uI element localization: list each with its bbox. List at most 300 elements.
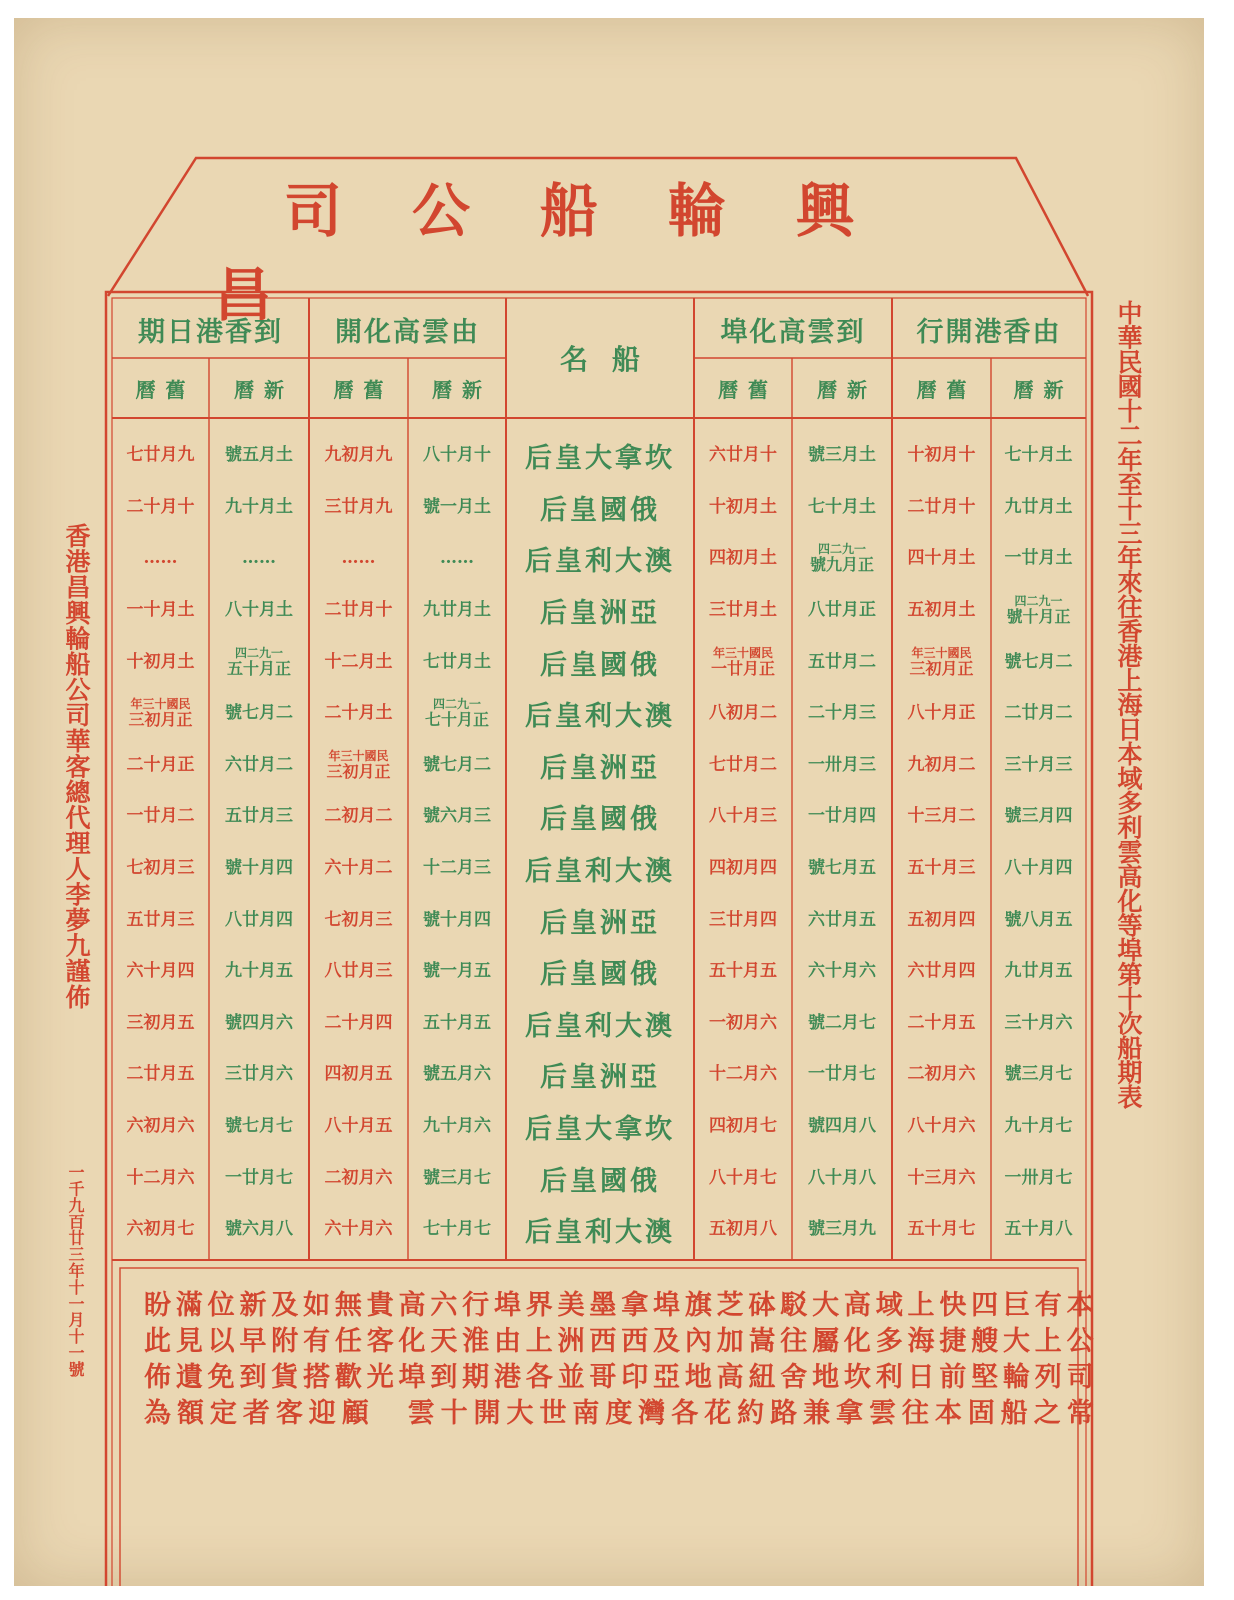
notice-char: 內 — [684, 1325, 712, 1357]
notice-char: 貨 — [271, 1361, 299, 1393]
notice-char: 如 — [303, 1289, 331, 1321]
date-cell: 九廿月五 — [1004, 961, 1073, 982]
date-cell: 九廿月土 — [423, 600, 491, 621]
date-cell: 三初月五 — [126, 1012, 195, 1033]
notice-char: 上 — [1034, 1325, 1062, 1357]
notice-char: 附 — [271, 1325, 299, 1357]
date-cell: 二初月六 — [907, 1064, 976, 1085]
date-annotation: 年三十國民 — [130, 697, 191, 712]
date-cell: 九初月九 — [324, 445, 393, 466]
date-cell: 三十月三 — [1004, 754, 1073, 775]
ship-name-cell: 后皇國俄 — [540, 649, 660, 681]
notice-char: 搭 — [303, 1361, 331, 1393]
notice-char: 大 — [506, 1397, 534, 1429]
date-cell — [112, 688, 209, 740]
notice-char: 美 — [557, 1289, 585, 1321]
date-cell: 六十月二 — [324, 858, 393, 879]
notice-char: 由 — [493, 1325, 521, 1357]
notice-char: 巨 — [1002, 1289, 1030, 1321]
date-cell: 七十月土 — [808, 496, 876, 517]
notice-char: 紐 — [748, 1361, 776, 1393]
date-cell: 三廿月九 — [324, 496, 393, 517]
date-cell: 三廿月六 — [225, 1064, 293, 1085]
notice-char: 十 — [440, 1397, 468, 1429]
calendar-header-4: 曆舊 — [718, 377, 778, 402]
date-cell: 五初月八 — [709, 1219, 777, 1240]
notice-char: 盼 — [144, 1289, 171, 1321]
two-line-date — [711, 647, 775, 678]
notice-char: 六 — [430, 1289, 458, 1321]
notice-char: 行 — [462, 1289, 490, 1321]
date-cell: 九廿月土 — [1004, 496, 1073, 517]
date-cell: 號七月二 — [1004, 651, 1073, 672]
notice-char: 貴 — [366, 1289, 394, 1321]
date-value: 三初月正 — [326, 761, 391, 781]
notice-char: 拿 — [836, 1397, 864, 1429]
date-cell: 九十月土 — [225, 496, 293, 517]
notice-char: 上 — [907, 1289, 935, 1321]
notice-char: 開 — [473, 1397, 501, 1429]
date-annotation: 四二九一 — [817, 542, 866, 557]
notice-char: 見 — [175, 1325, 203, 1357]
notice-char: 無 — [334, 1289, 362, 1321]
date-cell: 號三月七 — [423, 1167, 491, 1188]
notice-char: 雲 — [868, 1397, 896, 1429]
ship-name-cell: 后皇國俄 — [540, 959, 660, 991]
date-cell: 八十月五 — [324, 1116, 393, 1137]
notice-line-2 — [144, 1320, 1094, 1356]
notice-char: 此 — [144, 1325, 171, 1357]
date-cell: 十初月十 — [907, 445, 976, 466]
notice-char: 艘 — [971, 1325, 999, 1357]
date-cell: 八十月土 — [225, 600, 293, 621]
poster-paper — [14, 18, 1204, 1586]
date-cell: 六廿月五 — [808, 909, 876, 930]
date-cell: 四初月七 — [709, 1116, 777, 1137]
notice-char: 位 — [207, 1289, 235, 1321]
notice-char: 迎 — [308, 1397, 336, 1429]
notice-char: 哥 — [589, 1361, 617, 1393]
date-cell: 十二月三 — [423, 858, 491, 879]
notice-char: 坎 — [843, 1361, 871, 1393]
notice-char: 前 — [939, 1361, 967, 1393]
date-cell: 二廿月二 — [1004, 703, 1073, 724]
notice-char — [375, 1391, 402, 1430]
date-cell: 七十月七 — [423, 1219, 491, 1240]
date-cell: 號三月七 — [1004, 1064, 1073, 1085]
notice-char: 花 — [704, 1397, 732, 1429]
two-line-date — [1006, 595, 1070, 626]
notice-char: 港 — [493, 1361, 521, 1393]
date-cell: 六廿月二 — [225, 754, 293, 775]
calendar-header-5: 曆新 — [817, 377, 877, 402]
notice-char: 芝 — [716, 1289, 744, 1321]
date-cell: 九十月六 — [423, 1116, 491, 1137]
two-line-date — [128, 698, 192, 729]
date-cell: 二十月土 — [324, 703, 393, 724]
notice-char: 度 — [605, 1397, 633, 1429]
date-cell: 號四月八 — [808, 1116, 876, 1137]
date-cell: 八十月正 — [907, 703, 976, 724]
date-cell: 七廿月二 — [709, 754, 777, 775]
notice-char: 往 — [780, 1325, 808, 1357]
date-cell: 七初月三 — [126, 858, 195, 879]
notice-char: 常 — [1066, 1397, 1094, 1429]
notice-char: 砵 — [748, 1289, 776, 1321]
date-cell: 六十月六 — [324, 1219, 393, 1240]
date-cell: 一廿月七 — [808, 1064, 876, 1085]
date-cell: 號三月土 — [808, 445, 876, 466]
notice-char: 以 — [207, 1325, 235, 1357]
date-cell: 八十月十 — [423, 445, 491, 466]
date-cell: 二十月五 — [907, 1012, 976, 1033]
notice-char: 域 — [875, 1289, 903, 1321]
date-cell: 一廿月四 — [808, 806, 876, 827]
date-cell: 二廿月十 — [907, 496, 976, 517]
notice-char: 天 — [430, 1325, 458, 1357]
date-cell: 十初月土 — [126, 651, 195, 672]
notice-char: 期 — [462, 1361, 490, 1393]
notice-char: 有 — [303, 1325, 331, 1357]
notice-char: 海 — [907, 1325, 935, 1357]
group-header-3: 埠化高雲到 — [720, 316, 866, 348]
notice-char: 堅 — [971, 1361, 999, 1393]
notice-char: 免 — [207, 1361, 235, 1393]
date-cell: 一廿月二 — [126, 806, 195, 827]
notice-char: 為 — [144, 1397, 171, 1429]
date-cell: 二十月三 — [808, 703, 876, 724]
notice-char: 日 — [907, 1361, 935, 1393]
date-cell: 五十月八 — [1004, 1219, 1073, 1240]
ship-name-cell: 后皇利大澳 — [525, 1217, 675, 1249]
notice-char: 本 — [934, 1397, 962, 1429]
notice-line-3 — [144, 1356, 1094, 1392]
date-cell — [309, 740, 408, 792]
notice-char: 顧 — [341, 1397, 369, 1429]
date-cell: 六廿月四 — [907, 961, 976, 982]
notice-char: 船 — [1000, 1397, 1028, 1429]
notice-char: 歡 — [334, 1361, 362, 1393]
date-value: 三初月正 — [128, 710, 193, 730]
date-cell — [694, 636, 792, 688]
ship-name-cell: 后皇利大澳 — [525, 1010, 675, 1042]
notice-char: 新 — [239, 1289, 267, 1321]
notice-char: 埠 — [653, 1289, 680, 1321]
notice-char: 捷 — [939, 1325, 967, 1357]
date-cell — [991, 585, 1086, 637]
date-cell: 八十月六 — [907, 1116, 976, 1137]
date-cell: …… — [440, 548, 474, 569]
notice-char: 者 — [242, 1397, 270, 1429]
notice-line-1 — [144, 1284, 1094, 1320]
side-title: 中華民國十二年至十三年來往香港上海日本域多利雲高化等埠第十次船期表 — [1114, 300, 1143, 1109]
notice-char: 大 — [1002, 1325, 1030, 1357]
notice-char: 並 — [557, 1361, 585, 1393]
date-cell: 號十月四 — [423, 909, 491, 930]
date-cell: 二十月十 — [126, 496, 195, 517]
notice-char: 利 — [875, 1361, 903, 1393]
date-cell: 號八月五 — [1004, 909, 1073, 930]
notice-char: 輪 — [1002, 1361, 1030, 1393]
calendar-header-3: 曆新 — [432, 377, 492, 402]
date-cell: 號七月七 — [225, 1116, 293, 1137]
notice-char: 界 — [525, 1289, 553, 1321]
date-cell: 二十月四 — [324, 1012, 393, 1033]
date-cell: 九初月二 — [907, 754, 976, 775]
date-cell: 三十月六 — [1004, 1012, 1073, 1033]
notice-char: 化 — [398, 1325, 426, 1357]
notice-char: 快 — [939, 1289, 967, 1321]
notice-char: 墨 — [589, 1289, 617, 1321]
date-cell: 四初月五 — [324, 1064, 393, 1085]
ship-name-cell: 后皇國俄 — [540, 494, 660, 526]
notice-char: 各 — [671, 1397, 699, 1429]
notice-char: 上 — [525, 1325, 553, 1357]
ship-name-cell: 后皇洲亞 — [540, 752, 660, 784]
date-cell: …… — [341, 548, 376, 569]
date-cell: 一廿月七 — [225, 1167, 293, 1188]
date-cell: 五十月五 — [423, 1012, 491, 1033]
two-line-date — [227, 647, 291, 678]
date-cell: 八十月八 — [808, 1167, 876, 1188]
date-cell: 八廿月四 — [225, 909, 293, 930]
two-line-date — [909, 647, 973, 678]
date-cell: 七十月土 — [1004, 445, 1073, 466]
date-cell: 十二月土 — [324, 651, 393, 672]
notice-char: 四 — [971, 1289, 999, 1321]
date-cell: 五廿月三 — [225, 806, 293, 827]
date-cell: 十初月土 — [709, 496, 777, 517]
notice-char: 佈 — [144, 1361, 171, 1393]
date-annotation: 四二九一 — [1014, 594, 1063, 609]
date-cell — [408, 688, 506, 740]
date-cell: 號五月土 — [225, 445, 293, 466]
date-cell: 四初月四 — [709, 858, 777, 879]
calendar-header-0: 曆舊 — [135, 377, 196, 402]
ship-name-cell: 后皇洲亞 — [540, 598, 660, 630]
two-line-date — [326, 750, 390, 781]
notice-char: 灣 — [638, 1397, 666, 1429]
date-cell: 二十月正 — [126, 754, 195, 775]
notice-char: 多 — [875, 1325, 903, 1357]
date-cell: 六初月七 — [126, 1219, 195, 1240]
date-annotation: 四二九一 — [432, 697, 481, 712]
calendar-header-1: 曆新 — [234, 377, 294, 402]
notice-char: 亞 — [653, 1361, 680, 1393]
ship-name-cell: 后皇洲亞 — [540, 907, 660, 939]
date-cell: 號一月土 — [423, 496, 491, 517]
date-cell: 五廿月三 — [126, 909, 195, 930]
date-cell: 五廿月二 — [808, 651, 876, 672]
date-cell: 六初月六 — [126, 1116, 195, 1137]
notice-char: 化 — [843, 1325, 871, 1357]
ship-name-cell: 后皇利大澳 — [525, 546, 675, 578]
notice-char: 屬 — [812, 1325, 840, 1357]
date-value: 一廿月正 — [710, 658, 775, 678]
date-cell: 八初月二 — [709, 703, 777, 724]
notice-char: 西 — [621, 1325, 649, 1357]
two-line-date — [810, 543, 874, 574]
notice-char: 到 — [430, 1361, 458, 1393]
notice-char: 地 — [812, 1361, 840, 1393]
notice-char: 任 — [334, 1325, 362, 1357]
notice-char: 雲 — [407, 1397, 435, 1429]
date-line: 一千九百廿三年十一月十一號 — [66, 1164, 85, 1378]
date-cell: 三廿月土 — [709, 600, 777, 621]
date-cell: 七初月三 — [324, 909, 393, 930]
date-annotation: 年三十國民 — [328, 748, 389, 763]
notice-char: 及 — [271, 1289, 299, 1321]
date-cell: 十二月六 — [709, 1064, 777, 1085]
notice-char: 駁 — [780, 1289, 808, 1321]
ship-name-cell: 后皇國俄 — [540, 1165, 660, 1197]
date-cell: 六廿月十 — [709, 445, 777, 466]
ship-name-header: 名船 — [559, 343, 664, 376]
notice-char: 路 — [770, 1397, 798, 1429]
date-cell: 八十月三 — [709, 806, 777, 827]
notice-char: 世 — [539, 1397, 567, 1429]
notice-char: 拿 — [621, 1289, 649, 1321]
notice-char: 洲 — [557, 1325, 585, 1357]
date-cell: 八廿月正 — [808, 600, 876, 621]
notice-char: 南 — [572, 1397, 600, 1429]
group-header-1: 開化高雲由 — [335, 316, 480, 348]
notice-char: 到 — [239, 1361, 267, 1393]
date-cell: 號四月六 — [225, 1012, 293, 1033]
date-cell: 七廿月九 — [126, 445, 195, 466]
date-cell: 一十月土 — [126, 600, 195, 621]
notice-char: 本 — [1066, 1289, 1094, 1321]
notice-char: 兼 — [803, 1397, 831, 1429]
ship-name-cell: 后皇利大澳 — [525, 701, 675, 733]
date-cell: 六十月四 — [126, 961, 195, 982]
notice-char: 之 — [1033, 1397, 1061, 1429]
notice-char: 往 — [901, 1397, 929, 1429]
notice-char: 約 — [737, 1397, 765, 1429]
date-cell: 號二月七 — [808, 1012, 876, 1033]
ship-name-cell: 后皇洲亞 — [540, 1062, 660, 1094]
date-cell: 二初月二 — [324, 806, 393, 827]
notice-char: 淮 — [462, 1325, 490, 1357]
notice-char: 及 — [653, 1325, 680, 1357]
notice-char: 列 — [1034, 1361, 1062, 1393]
date-cell — [209, 636, 309, 688]
date-cell: 六十月六 — [808, 961, 876, 982]
notice-char: 舍 — [780, 1361, 808, 1393]
ship-name-cell: 后皇大拿坎 — [525, 1114, 675, 1146]
date-cell: 一廿月土 — [1004, 548, 1073, 569]
date-cell: 十二月六 — [126, 1167, 195, 1188]
date-cell: 五十月五 — [709, 961, 777, 982]
date-cell: 一卅月七 — [1004, 1167, 1073, 1188]
date-cell: 號六月八 — [225, 1219, 293, 1240]
date-cell: 五初月四 — [907, 909, 976, 930]
date-cell: 號三月九 — [808, 1219, 876, 1240]
date-cell: 九十月五 — [225, 961, 293, 982]
date-cell: 二廿月五 — [126, 1064, 195, 1085]
date-cell — [892, 636, 991, 688]
notice-char: 高 — [843, 1289, 871, 1321]
date-cell: 二初月六 — [324, 1167, 393, 1188]
notice-char: 各 — [525, 1361, 553, 1393]
notice-char: 固 — [967, 1397, 995, 1429]
date-cell: …… — [242, 548, 276, 569]
date-cell: 四十月土 — [907, 548, 976, 569]
date-cell: 五十月三 — [907, 858, 976, 879]
date-cell: 八十月四 — [1004, 858, 1073, 879]
date-cell: …… — [143, 548, 178, 569]
date-cell: 號十月四 — [225, 858, 293, 879]
notice-char: 西 — [589, 1325, 617, 1357]
group-header-4: 行開港香由 — [916, 316, 1062, 348]
notice-char: 地 — [684, 1361, 712, 1393]
date-cell: 八廿月三 — [324, 961, 393, 982]
date-cell: 三廿月四 — [709, 909, 777, 930]
group-header-0: 期日港香到 — [138, 316, 283, 348]
notice-char: 嵩 — [748, 1325, 776, 1357]
date-cell — [792, 533, 892, 585]
date-cell: 號三月四 — [1004, 806, 1073, 827]
date-cell: 十三月二 — [907, 806, 976, 827]
notice-char: 遺 — [175, 1361, 203, 1393]
calendar-header-2: 曆舊 — [333, 377, 394, 402]
notice-char: 大 — [812, 1289, 840, 1321]
date-cell: 七廿月土 — [423, 651, 491, 672]
date-cell: 號一月五 — [423, 961, 491, 982]
date-value: 五十月正 — [226, 658, 291, 678]
notice-char: 加 — [716, 1325, 744, 1357]
ship-name-cell: 后皇大拿坎 — [525, 443, 675, 475]
notice-char: 早 — [239, 1325, 267, 1357]
date-cell: 八十月七 — [709, 1167, 777, 1188]
calendar-header-7: 曆新 — [1013, 377, 1074, 402]
notice-char: 客 — [366, 1325, 394, 1357]
notice-char: 額 — [176, 1397, 204, 1429]
date-cell: 號七月五 — [808, 858, 876, 879]
date-cell: 十三月六 — [907, 1167, 976, 1188]
notice-char: 印 — [621, 1361, 649, 1393]
date-cell: 號七月二 — [225, 703, 293, 724]
date-annotation: 年三十國民 — [911, 645, 972, 660]
notice-char: 旗 — [684, 1289, 712, 1321]
notice-char: 埠 — [398, 1361, 426, 1393]
date-cell: 五初月土 — [907, 600, 976, 621]
notice-line-4 — [144, 1392, 1094, 1428]
notice-char: 客 — [275, 1397, 303, 1429]
company-title: 司公船輪興昌 — [214, 177, 925, 329]
date-cell: 一卅月三 — [808, 754, 876, 775]
date-cell: 號五月六 — [423, 1064, 491, 1085]
agent-line: 香港昌興輪船公司華客總代理人李夢九謹佈 — [62, 523, 91, 1010]
two-line-date — [425, 698, 489, 729]
date-cell: 二廿月十 — [324, 600, 393, 621]
notice-char: 司 — [1066, 1361, 1094, 1393]
ship-name-cell: 后皇利大澳 — [525, 856, 675, 888]
date-value: 三初月正 — [909, 658, 974, 678]
date-cell: 九十月七 — [1004, 1116, 1073, 1137]
notice-char: 埠 — [493, 1289, 521, 1321]
notice-char: 有 — [1034, 1289, 1062, 1321]
date-value: 號十月正 — [1006, 607, 1071, 627]
date-cell: 號六月三 — [423, 806, 491, 827]
notice-char: 滿 — [175, 1289, 203, 1321]
date-annotation: 年三十國民 — [712, 645, 773, 660]
date-cell: 五十月七 — [907, 1219, 976, 1240]
ship-name-cell: 后皇國俄 — [540, 804, 660, 836]
notice-char: 公 — [1066, 1325, 1094, 1357]
calendar-header-6: 曆舊 — [916, 377, 977, 402]
notice-char: 定 — [209, 1397, 237, 1429]
